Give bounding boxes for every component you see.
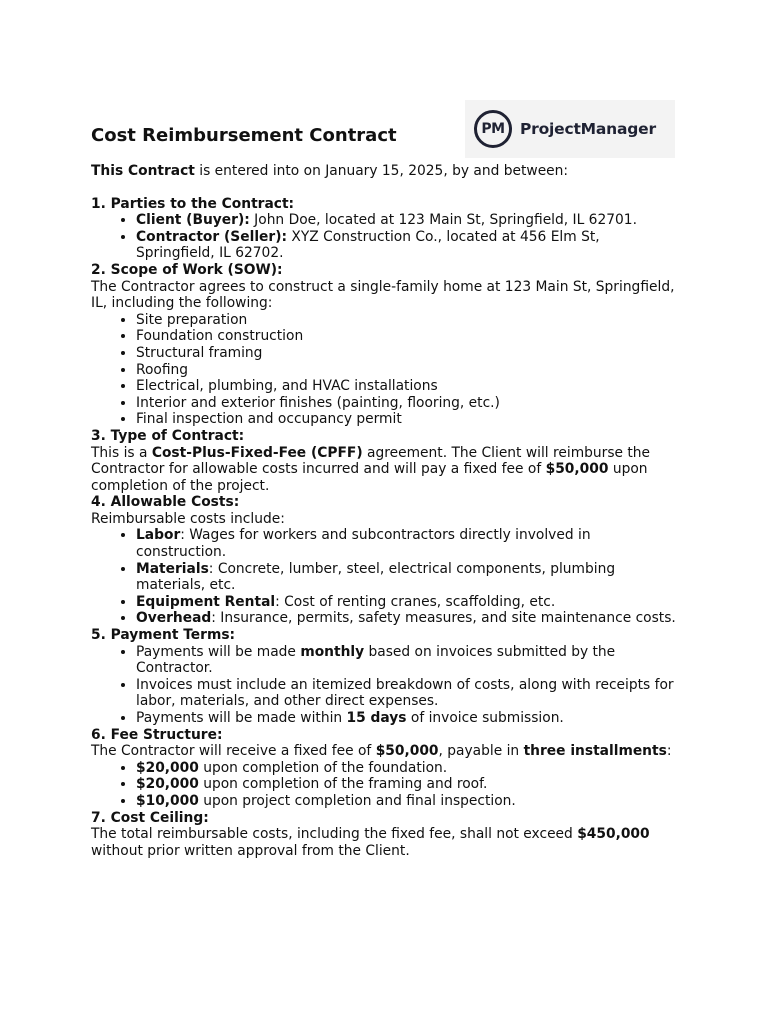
section-heading-scope: 2. Scope of Work (SOW): (91, 261, 283, 278)
list-item: • Structural framing (136, 345, 681, 362)
list-item: • Final inspection and occupancy permit (136, 411, 681, 428)
installments-list (91, 760, 681, 810)
logo-wordmark: ProjectManager (520, 120, 656, 138)
list-item: • Client (Buyer): John Doe, located at 123 Main St, Springfield, IL 62701. (136, 212, 681, 229)
intro-paragraph: This Contract is entered into on January 15, 2025, by and between: (91, 163, 569, 179)
scope-paragraph: The Contractor agrees to construct a single-family home at 123 Main St, Springfield, IL, including the following: (91, 278, 675, 312)
section-heading-payment-terms: 5. Payment Terms: (91, 627, 236, 644)
cost-ceiling-paragraph: The total reimbursable costs, including the fixed fee, shall not exceed $450,000 without prior written approval from the Client. (91, 826, 650, 859)
section-heading-fee-structure: 6. Fee Structure: (91, 726, 223, 743)
section-heading-cost-ceiling: 7. Cost Ceiling: (91, 809, 209, 826)
list-item: • $10,000 upon project completion and final inspection. (136, 793, 681, 810)
list-item: • $20,000 upon completion of the foundation. (136, 760, 681, 777)
allowable-costs-list (91, 527, 681, 627)
pm-logo-icon: PM (474, 110, 512, 148)
allowable-costs-paragraph: Reimbursable costs include: (91, 510, 285, 527)
list-item: • $20,000 upon completion of the framing and roof. (136, 776, 681, 793)
section-heading-type: 3. Type of Contract: (91, 427, 245, 444)
list-item: • Interior and exterior finishes (painting, flooring, etc.) (136, 395, 681, 412)
list-item: • Labor: Wages for workers and subcontractors directly involved in construction. (136, 527, 681, 560)
list-item: • Overhead: Insurance, permits, safety measures, and site maintenance costs. (136, 610, 681, 627)
section-heading-allowable-costs: 4. Allowable Costs: (91, 494, 240, 511)
fee-structure-paragraph: The Contractor will receive a fixed fee of $50,000, payable in three installments: (91, 743, 672, 760)
type-paragraph: This is a Cost-Plus-Fixed-Fee (CPFF) agreement. The Client will reimburse the Contractor for allowable costs incurred and will pay a fixed fee of $50,000 upon completion of the project. (91, 444, 651, 494)
list-item: • Invoices must include an itemized breakdown of costs, along with receipts for labor, materials, and other direct expenses. (136, 677, 681, 710)
list-item: • Materials: Concrete, lumber, steel, electrical components, plumbing materials, etc. (136, 561, 681, 594)
payment-terms-list (91, 644, 681, 727)
document-title: Cost Reimbursement Contract (91, 125, 397, 146)
list-item: • Foundation construction (136, 328, 681, 345)
scope-list (91, 312, 681, 428)
list-item: • Contractor (Seller): XYZ Construction Co., located at 456 Elm St, Springfield, IL 62702. (136, 229, 681, 262)
list-item: • Equipment Rental: Cost of renting cranes, scaffolding, etc. (136, 594, 681, 611)
list-item: • Electrical, plumbing, and HVAC installations (136, 378, 681, 395)
contract-body (91, 125, 681, 859)
list-item: • Payments will be made within 15 days of invoice submission. (136, 710, 681, 727)
parties-list (91, 212, 681, 262)
list-item: • Site preparation (136, 312, 681, 329)
list-item: • Payments will be made monthly based on invoices submitted by the Contractor. (136, 644, 681, 677)
section-heading-parties: 1. Parties to the Contract: (91, 195, 295, 212)
list-item: • Roofing (136, 362, 681, 379)
